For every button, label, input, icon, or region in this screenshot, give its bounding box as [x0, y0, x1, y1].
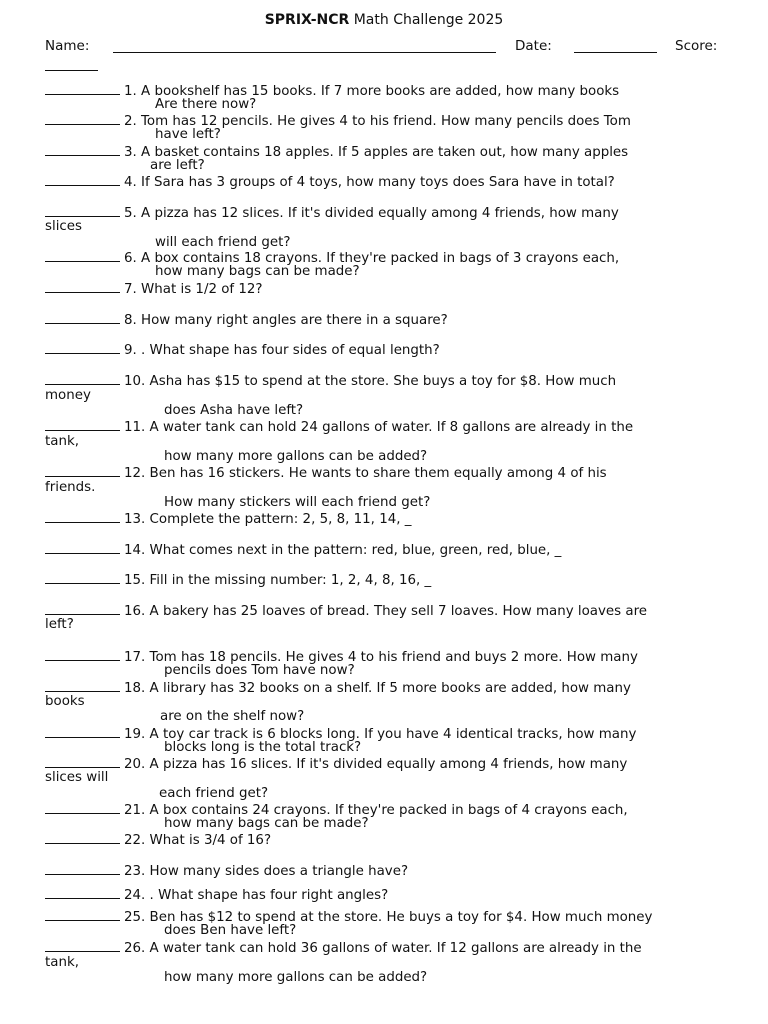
question-wrap-text: tank, [45, 955, 79, 970]
question-text: 20. A pizza has 16 slices. If it's divided equally among 4 friends, how many [124, 757, 628, 772]
question-continuation: pencils does Tom have now? [164, 663, 355, 678]
answer-blank[interactable] [45, 280, 120, 293]
question-text: 15. Fill in the missing number: 1, 2, 4, 8, 16, _ [124, 573, 432, 588]
date-field[interactable] [574, 52, 657, 53]
date-label: Date: [515, 38, 552, 54]
answer-blank[interactable] [45, 648, 120, 661]
question-text: 26. A water tank can hold 36 gallons of water. If 12 gallons are already in the [124, 941, 642, 956]
answer-blank[interactable] [45, 886, 120, 899]
answer-blank[interactable] [45, 82, 120, 95]
question-continuation: have left? [155, 127, 221, 142]
question-text: 3. A basket contains 18 apples. If 5 apples are taken out, how many apples [124, 145, 629, 160]
question-continuation: will each friend get? [155, 235, 291, 250]
question-wrap-text: slices will [45, 770, 109, 785]
question-text: 8. How many right angles are there in a square? [124, 313, 448, 328]
question-text: 16. A bakery has 25 loaves of bread. They sell 7 loaves. How many loaves are [124, 604, 648, 619]
question-item [45, 886, 388, 903]
question-text: 22. What is 3/4 of 16? [124, 833, 272, 848]
question-continuation: does Asha have left? [164, 403, 304, 418]
question-item [45, 755, 627, 772]
question-item [45, 280, 263, 297]
answer-blank[interactable] [45, 679, 120, 692]
question-text: 13. Complete the pattern: 2, 5, 8, 11, 14, _ [124, 512, 412, 527]
question-wrap-text: left? [45, 617, 74, 632]
question-wrap-text: friends. [45, 480, 96, 495]
question-item [45, 602, 647, 619]
question-text: 11. A water tank can hold 24 gallons of water. If 8 gallons are already in the [124, 420, 634, 435]
question-item [45, 831, 271, 848]
question-item [45, 418, 633, 435]
name-label: Name: [45, 38, 90, 54]
answer-blank[interactable] [45, 725, 120, 738]
answer-blank[interactable] [45, 143, 120, 156]
student-info-header [45, 38, 723, 56]
question-continuation: are left? [150, 158, 205, 173]
question-item [45, 939, 642, 956]
question-text: 17. Tom has 18 pencils. He gives 4 to his friend and buys 2 more. How many [124, 650, 638, 665]
question-wrap-text: slices [45, 219, 82, 234]
question-text: 14. What comes next in the pattern: red, blue, green, red, blue, _ [124, 543, 562, 558]
answer-blank[interactable] [45, 341, 120, 354]
title-rest: Math Challenge 2025 [349, 12, 504, 28]
answer-blank[interactable] [45, 464, 120, 477]
question-continuation: blocks long is the total track? [164, 740, 362, 755]
question-continuation: How many stickers will each friend get? [164, 495, 431, 510]
question-continuation: are on the shelf now? [160, 709, 305, 724]
question-text: 5. A pizza has 12 slices. If it's divided equally among 4 friends, how many [124, 206, 619, 221]
question-continuation: Are there now? [155, 97, 257, 112]
answer-blank[interactable] [45, 510, 120, 523]
answer-blank[interactable] [45, 311, 120, 324]
question-item [45, 143, 628, 160]
answer-blank[interactable] [45, 249, 120, 262]
question-item [45, 204, 619, 221]
answer-blank[interactable] [45, 204, 120, 217]
answer-blank[interactable] [45, 755, 120, 768]
question-item [45, 372, 616, 389]
question-item [45, 82, 619, 99]
question-continuation: does Ben have left? [164, 923, 297, 938]
question-text: 6. A box contains 18 crayons. If they're packed in bags of 3 crayons each, [124, 251, 620, 266]
answer-blank[interactable] [45, 571, 120, 584]
answer-blank[interactable] [45, 418, 120, 431]
question-continuation: how many more gallons can be added? [164, 449, 428, 464]
question-wrap-text: tank, [45, 434, 79, 449]
question-item [45, 341, 440, 358]
name-field[interactable] [113, 52, 496, 53]
question-text: 25. Ben has $12 to spend at the store. He buys a toy for $4. How much money [124, 910, 653, 925]
question-text: 4. If Sara has 3 groups of 4 toys, how many toys does Sara have in total? [124, 175, 615, 190]
question-item [45, 510, 411, 527]
question-item [45, 862, 408, 879]
answer-blank[interactable] [45, 372, 120, 385]
answer-blank[interactable] [45, 112, 120, 125]
answer-blank[interactable] [45, 862, 120, 875]
question-item [45, 908, 652, 925]
question-text: 9. . What shape has four sides of equal length? [124, 343, 440, 358]
answer-blank[interactable] [45, 908, 120, 921]
question-wrap-text: money [45, 388, 91, 403]
question-item [45, 679, 631, 696]
question-text: 10. Asha has $15 to spend at the store. She buys a toy for $8. How much [124, 374, 617, 389]
question-continuation: each friend get? [159, 786, 269, 801]
question-text: 21. A box contains 24 crayons. If they're packed in bags of 4 crayons each, [124, 803, 628, 818]
question-continuation: how many bags can be made? [164, 816, 369, 831]
question-item [45, 112, 631, 129]
answer-blank[interactable] [45, 173, 120, 186]
answer-blank[interactable] [45, 831, 120, 844]
answer-blank[interactable] [45, 602, 120, 615]
question-text: 7. What is 1/2 of 12? [124, 282, 263, 297]
question-continuation: how many more gallons can be added? [164, 970, 428, 985]
worksheet-title [0, 12, 768, 28]
score-label: Score: [675, 38, 718, 54]
question-item [45, 464, 607, 481]
answer-blank[interactable] [45, 939, 120, 952]
question-text: 18. A library has 32 books on a shelf. If 5 more books are added, how many [124, 681, 631, 696]
question-text: 23. How many sides does a triangle have? [124, 864, 409, 879]
question-wrap-text: books [45, 694, 85, 709]
question-text: 12. Ben has 16 stickers. He wants to share them equally among 4 of his [124, 466, 607, 481]
question-item [45, 311, 448, 328]
question-text: 24. . What shape has four right angles? [124, 888, 389, 903]
answer-blank[interactable] [45, 541, 120, 554]
title-brand: SPRIX-NCR [264, 12, 350, 28]
question-item [45, 173, 615, 190]
question-text: 19. A toy car track is 6 blocks long. If you have 4 identical tracks, how many [124, 727, 637, 742]
question-item [45, 571, 431, 588]
question-text: 1. A bookshelf has 15 books. If 7 more books are added, how many books [124, 84, 620, 99]
question-text: 2. Tom has 12 pencils. He gives 4 to his friend. How many pencils does Tom [124, 114, 631, 129]
answer-blank[interactable] [45, 801, 120, 814]
question-item [45, 541, 561, 558]
question-continuation: how many bags can be made? [155, 264, 360, 279]
score-field[interactable] [45, 70, 98, 71]
